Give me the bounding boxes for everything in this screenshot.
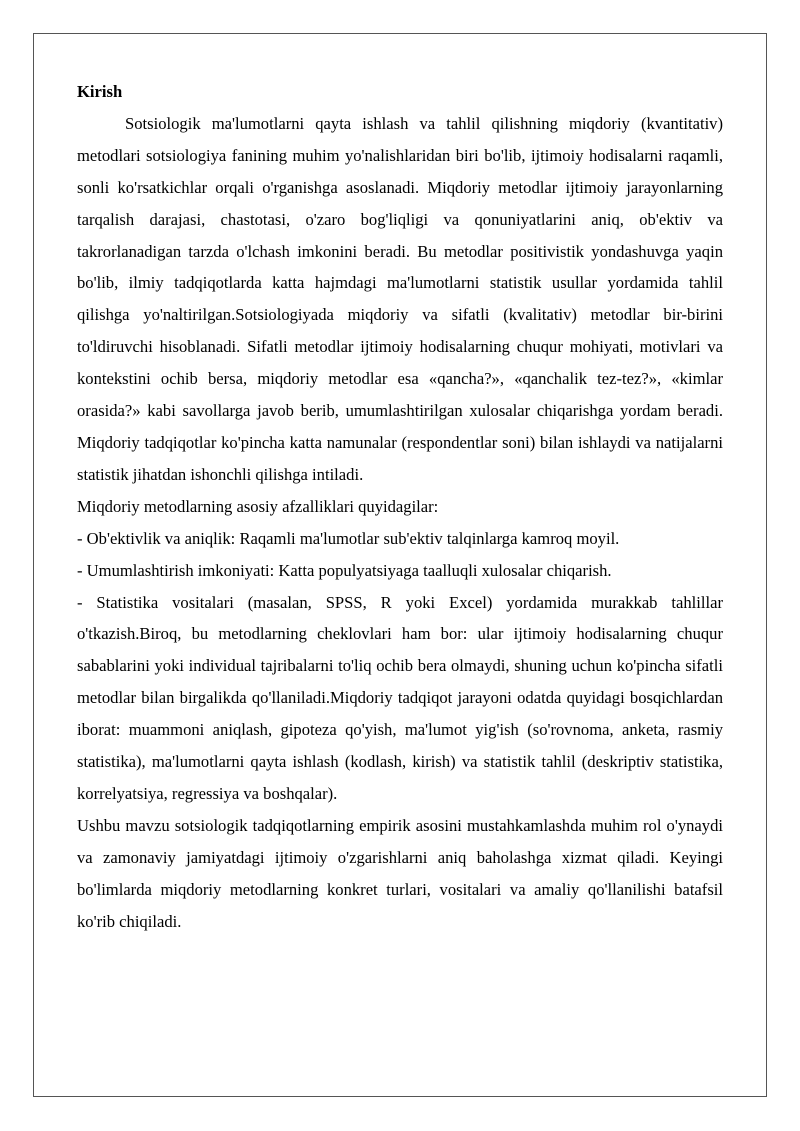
- closing-paragraph: Ushbu mavzu sotsiologik tadqiqotlarning empirik asosini mustahkamlashda muhim rol o'ynaydi va zamonaviy jamiyatdagi ijtimoiy o'zgarishlarni aniq baholashga xizmat qiladi. Keyingi bo'limlarda miqdoriy metodlarning konkret turlari, vositalari va amaliy qo'llanilishi batafsil ko'rib chiqiladi.: [77, 815, 723, 931]
- advantage-item-statistics: - Statistika vositalari (masalan, SPSS, R yoki Excel) yordamida murakkab tahlillar o'tkazish.Biroq, bu metodlarning cheklovlari ham bor: ular ijtimoiy hodisalarning chuqur sabablarini yoki individual tajribalarni to'liq ochib bera olmaydi, shuning uchun ko'pincha sifatli metodlar bilan birgalikda qo'llaniladi.Miqdoriy tadqiqot jarayoni odatda quyidagi bosqichlardan iborat: muammoni aniqlash, gipoteza qo'yish, ma'lumot yig'ish (so'rovnoma, anketa, rasmiy statistika), ma'lumotlarni qayta ishlash (kodlash, kirish) va statistik tahlil (deskriptiv statistika, korrelyatsiya, regressiya va boshqalar).: [77, 592, 723, 803]
- section-heading: Kirish: [77, 82, 123, 101]
- advantage-item-generalization: - Umumlashtirish imkoniyati: Katta populyatsiyaga taalluqli xulosalar chiqarish.: [77, 560, 612, 580]
- intro-paragraph: Sotsiologik ma'lumotlarni qayta ishlash va tahlil qilishning miqdoriy (kvantitativ) metodlari sotsiologiya fanining muhim yo'nalishlaridan biri bo'lib, ijtimoiy hodisalarni raqamli, sonli ko'rsatkichlar orqali o'rganishga asoslanadi. Miqdoriy metodlar ijtimoiy jarayonlarning tarqalish darajasi, chastotasi, o'zaro bog'liqligi va qonuniyatlarini aniq, ob'ektiv va takrorlanadigan tarzda o'lchash imkonini beradi. Bu metodlar positivistik yondashuvga yaqin bo'lib, ilmiy tadqiqotlarda katta hajmdagi ma'lumotlarni statistik usullar yordamida tahlil qilishga yo'naltirilgan.Sotsiologiyada miqdoriy va sifatli (kvalitativ) metodlar bir-birini to'ldiruvchi hisoblanadi. Sifatli metodlar ijtimoiy hodisalarning chuqur mohiyati, motivlari va kontekstini ochib bersa, miqdoriy metodlar esa «qancha?», «qanchalik tez-tez?», «kimlar orasida?» kabi savollarga javob berib, umumlashtirilgan xulosalar chiqarishga yordam beradi. Miqdoriy tadqiqotlar ko'pincha katta namunalar (respondentlar soni) bilan ishlaydi va natijalarni statistik jihatdan ishonchli qilishga intiladi.: [77, 113, 723, 484]
- advantage-item-objectivity: - Ob'ektivlik va aniqlik: Raqamli ma'lumotlar sub'ektiv talqinlarga kamroq moyil.: [77, 528, 620, 548]
- document-body: [77, 76, 723, 937]
- advantages-intro: Miqdoriy metodlarning asosiy afzalliklari quyidagilar:: [77, 496, 439, 516]
